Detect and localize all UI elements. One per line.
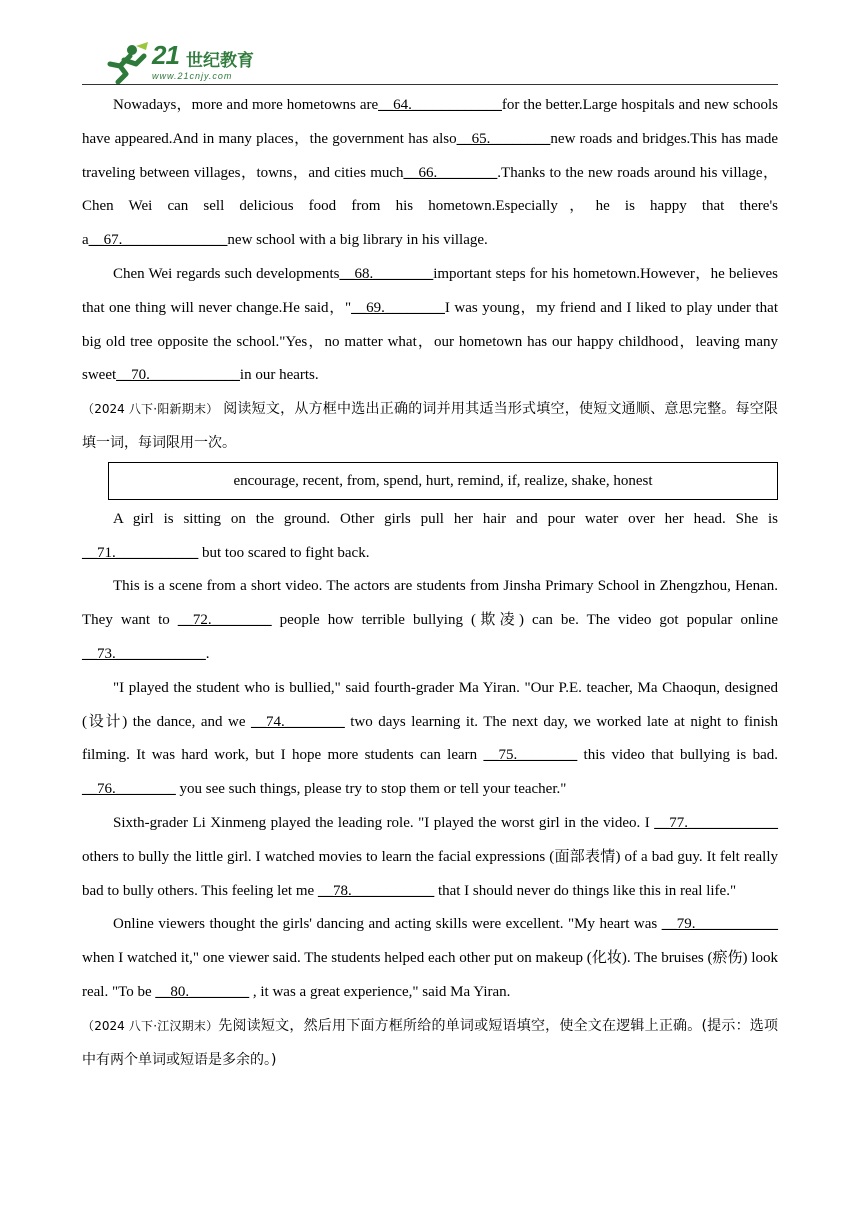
logo-url: www.21cnjy.com [152,71,233,81]
blank-75: __75.________ [483,747,578,764]
passage1-paragraph1 [82,89,778,258]
task2-paragraph3 [82,672,778,807]
header-rule [82,84,778,85]
text: you see such things, please try to stop them or tell your teacher." [175,781,567,798]
site-logo [100,40,270,84]
text: important steps for his hometown.However，he believes that one thing will never change.He said，" [82,265,778,316]
text: .Thanks to the new roads around his village，Chen Wei can sell delicious food from his hometown.Especially，he is happy that there's a [82,164,778,249]
task2-paragraph4 [82,807,778,908]
blank-74: __74.________ [251,713,345,730]
blank-80: __80.________ [155,983,250,1000]
page-header [82,36,778,86]
text: that I should never do things like this in real life." [434,882,737,899]
text: A girl is sitting on the ground. Other girls pull her hair and pour water over her head. She is [113,510,778,527]
text: . [205,645,210,662]
text: but too scared to fight back. [198,544,370,561]
blank-72: __72.________ [177,612,272,629]
logo-chinese-text: 世纪教育 [186,51,254,71]
logo-number: 21 [152,40,179,70]
text: This is a scene from a short video. The actors are students from Jinsha Primary School in Zhengzhou, Henan. They want to [82,578,778,629]
blank-77: __77.____________ [654,814,778,831]
blank-65: __65.________ [456,130,551,147]
task2-paragraph5 [82,908,778,1009]
runner-icon [100,42,150,84]
blank-71: __71.___________ [82,544,199,561]
task3-instruction [82,1010,778,1078]
task3-instruction-text: 先阅读短文，然后用下面方框所给的单词或短语填空，使全文在逻辑上正确。(提示：选项中有两个单词或短语是多余的。) [82,1017,779,1068]
document-body [82,89,778,1077]
blank-68: __68.________ [339,265,434,282]
task2-instruction-text: 阅读短文，从方框中选出正确的词并用其适当形式填空，使短文通顺、意思完整。每空限填一词，每词限用一次。 [82,401,779,451]
passage1-paragraph2 [82,258,778,393]
text: for the better.Large hospitals and new schools have appeared.And in many places，the government has also [82,97,778,147]
task2-instruction [82,393,778,461]
text: when I watched it," one viewer said. The students helped each other put on makeup (化妆). The bruises (瘀伤) look real. "To be [82,950,778,1000]
text: two days learning it. The next day, we worked late at night to finish filming. It was hard work, but I hope more students can learn [82,713,779,764]
text: people how terrible bullying (欺凌) can be. The video got popular online [271,612,778,629]
blank-70: __70.____________ [116,367,240,384]
blank-73: __73.____________ [82,645,206,662]
text: Chen Wei regards such developments [113,265,340,282]
text: new roads and bridges.This has made traveling between villages，towns，and cities much [82,130,778,181]
task2-source: （2024 八下·阳新期末） [82,402,219,417]
text: new school with a big library in his village. [227,232,488,249]
blank-78: __78.___________ [317,882,435,899]
word-box: encourage, recent, from, spend, hurt, remind, if, realize, shake, honest [108,462,778,500]
blank-67: __67.______________ [88,232,228,249]
text: , it was a great experience," said Ma Yiran. [249,983,511,1000]
blank-69: __69.________ [351,299,445,316]
blank-64: __64.____________ [378,97,502,113]
text: I was young，my friend and I liked to play under that big old tree opposite the school."Yes，no matter what，our hometown has our happy childhood，leaving many sweet [82,299,778,384]
blank-79: __79.___________ [661,916,778,933]
text: in our hearts. [239,367,319,384]
task2-paragraph2 [82,570,778,671]
text: Online viewers thought the girls' dancing and acting skills were excellent. "My heart was [113,916,662,933]
text: Sixth-grader Li Xinmeng played the leading role. "I played the worst girl in the video. I [113,814,655,831]
task3-source: （2024 八下·江汉期末） [82,1018,219,1033]
blank-66: __66.________ [403,164,498,181]
text: others to bully the little girl. I watched movies to learn the facial expressions (面部表情) of a bad guy. It felt really bad to bully others. This feeling let me [82,848,778,899]
text: "I played the student who is bullied," said fourth-grader Ma Yiran. "Our P.E. teacher, Ma Chaoqun, designed (设计) the dance, and we [82,679,778,730]
text: Nowadays，more and more hometowns are [113,97,379,113]
blank-76: __76.________ [82,781,176,798]
task2-paragraph1 [82,503,778,571]
text: this video that bullying is bad. [577,747,778,764]
